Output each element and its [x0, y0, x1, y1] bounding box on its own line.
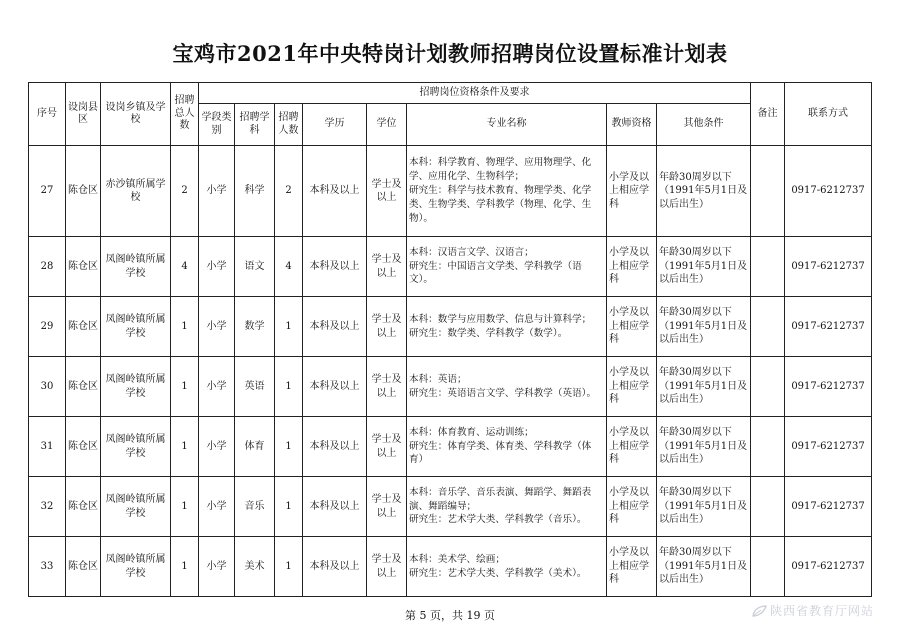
header-county: 设岗县区 [66, 83, 101, 146]
header-contact: 联系方式 [785, 83, 872, 146]
cell-stage: 小学 [199, 537, 235, 597]
table-row [29, 357, 872, 417]
cell-total: 1 [171, 297, 199, 357]
table-row [29, 417, 872, 477]
cell-seq: 33 [29, 537, 66, 597]
cell-count: 1 [275, 477, 303, 537]
header-count: 招聘人数 [275, 104, 303, 146]
cell-school: 凤阁岭镇所属学校 [101, 537, 171, 597]
cell-other: 年龄30周岁以下（1991年5月1日及以后出生） [657, 477, 751, 537]
header-other: 其他条件 [657, 104, 751, 146]
cell-remark [751, 477, 785, 537]
cell-remark [751, 146, 785, 237]
cell-county: 陈仓区 [66, 537, 101, 597]
table-row [29, 237, 872, 297]
cell-subject: 数学 [235, 297, 275, 357]
header-teacher-cert: 教师资格 [607, 104, 657, 146]
document-title: 宝鸡市2021年中央特岗计划教师招聘岗位设置标准计划表 [172, 41, 728, 66]
cell-degree: 学士及以上 [367, 477, 407, 537]
cell-degree: 学士及以上 [367, 537, 407, 597]
cell-school: 凤阁岭镇所属学校 [101, 237, 171, 297]
header-remark: 备注 [751, 83, 785, 146]
header-town-school: 设岗乡镇及学校 [101, 83, 171, 146]
cell-other: 年龄30周岁以下（1991年5月1日及以后出生） [657, 237, 751, 297]
cell-degree: 学士及以上 [367, 357, 407, 417]
table-row [29, 146, 872, 237]
cell-contact: 0917-6212737 [785, 417, 872, 477]
watermark [751, 602, 874, 619]
cell-seq: 32 [29, 477, 66, 537]
cell-contact: 0917-6212737 [785, 146, 872, 237]
cell-teacher-cert: 小学及以上相应学科 [607, 477, 657, 537]
cell-teacher-cert: 小学及以上相应学科 [607, 237, 657, 297]
cell-county: 陈仓区 [66, 297, 101, 357]
cell-remark [751, 537, 785, 597]
cell-stage: 小学 [199, 477, 235, 537]
cell-count: 4 [275, 237, 303, 297]
cell-degree: 学士及以上 [367, 417, 407, 477]
header-total: 招聘总人数 [171, 83, 199, 146]
cell-total: 1 [171, 357, 199, 417]
cell-stage: 小学 [199, 357, 235, 417]
cell-subject: 语文 [235, 237, 275, 297]
cell-county: 陈仓区 [66, 477, 101, 537]
cell-seq: 31 [29, 417, 66, 477]
table-row [29, 477, 872, 537]
recruitment-plan-table [28, 82, 872, 597]
cell-stage: 小学 [199, 146, 235, 237]
cell-other: 年龄30周岁以下（1991年5月1日及以后出生） [657, 417, 751, 477]
header-major: 专业名称 [407, 104, 607, 146]
cell-major: 本科：数学与应用数学、信息与计算科学； 研究生：数学类、学科教学（数学）。 [407, 297, 607, 357]
cell-education: 本科及以上 [303, 417, 367, 477]
cell-total: 4 [171, 237, 199, 297]
cell-major: 本科：体育教育、运动训练； 研究生：体育学类、体育类、学科教学（体育） [407, 417, 607, 477]
cell-teacher-cert: 小学及以上相应学科 [607, 297, 657, 357]
cell-total: 2 [171, 146, 199, 237]
cell-remark [751, 417, 785, 477]
cell-county: 陈仓区 [66, 237, 101, 297]
cell-major: 本科：美术学、绘画； 研究生：艺术学大类、学科教学（美术）。 [407, 537, 607, 597]
header-qualifications-group: 招聘岗位资格条件及要求 [199, 83, 751, 104]
cell-remark [751, 237, 785, 297]
cell-county: 陈仓区 [66, 417, 101, 477]
cell-teacher-cert: 小学及以上相应学科 [607, 537, 657, 597]
cell-major: 本科：音乐学、音乐表演、舞蹈学、舞蹈表演、舞蹈编导； 研究生：艺术学大类、学科教学（音乐）。 [407, 477, 607, 537]
cell-subject: 音乐 [235, 477, 275, 537]
cell-other: 年龄30周岁以下（1991年5月1日及以后出生） [657, 146, 751, 237]
cell-other: 年龄30周岁以下（1991年5月1日及以后出生） [657, 357, 751, 417]
cell-subject: 科学 [235, 146, 275, 237]
cell-other: 年龄30周岁以下（1991年5月1日及以后出生） [657, 537, 751, 597]
cell-degree: 学士及以上 [367, 146, 407, 237]
cell-school: 凤阁岭镇所属学校 [101, 417, 171, 477]
cell-county: 陈仓区 [66, 146, 101, 237]
cell-total: 1 [171, 417, 199, 477]
cell-contact: 0917-6212737 [785, 357, 872, 417]
cell-degree: 学士及以上 [367, 297, 407, 357]
cell-contact: 0917-6212737 [785, 297, 872, 357]
cell-subject: 美术 [235, 537, 275, 597]
cell-stage: 小学 [199, 237, 235, 297]
cell-education: 本科及以上 [303, 146, 367, 237]
cell-total: 1 [171, 537, 199, 597]
leaf-logo-icon [751, 604, 767, 618]
cell-seq: 29 [29, 297, 66, 357]
cell-education: 本科及以上 [303, 357, 367, 417]
header-degree: 学位 [367, 104, 407, 146]
cell-county: 陈仓区 [66, 357, 101, 417]
cell-school: 凤阁岭镇所属学校 [101, 297, 171, 357]
cell-major: 本科：英语； 研究生：英语语言文学、学科教学（英语）。 [407, 357, 607, 417]
page-footer: 第 5 页，共 19 页 [405, 609, 495, 622]
cell-teacher-cert: 小学及以上相应学科 [607, 146, 657, 237]
cell-stage: 小学 [199, 417, 235, 477]
cell-remark [751, 297, 785, 357]
cell-subject: 英语 [235, 357, 275, 417]
cell-school: 凤阁岭镇所属学校 [101, 357, 171, 417]
cell-school: 赤沙镇所属学校 [101, 146, 171, 237]
table-row [29, 537, 872, 597]
cell-contact: 0917-6212737 [785, 537, 872, 597]
cell-major: 本科：汉语言文学、汉语言； 研究生：中国语言文学类、学科教学（语文）。 [407, 237, 607, 297]
cell-total: 1 [171, 477, 199, 537]
cell-education: 本科及以上 [303, 237, 367, 297]
cell-remark [751, 357, 785, 417]
cell-major: 本科：科学教育、物理学、应用物理学、化学、应用化学、生物科学； 研究生：科学与技术教育、物理学类、化学类、生物学类、学科教学（物理、化学、生物）。 [407, 146, 607, 237]
header-seq: 序号 [29, 83, 66, 146]
cell-count: 2 [275, 146, 303, 237]
header-subject: 招聘学科 [235, 104, 275, 146]
cell-count: 1 [275, 357, 303, 417]
cell-education: 本科及以上 [303, 477, 367, 537]
watermark-text: 陕西省教育厅网站 [769, 604, 874, 618]
cell-count: 1 [275, 297, 303, 357]
cell-school: 凤阁岭镇所属学校 [101, 477, 171, 537]
cell-count: 1 [275, 417, 303, 477]
cell-education: 本科及以上 [303, 537, 367, 597]
table-row [29, 297, 872, 357]
cell-stage: 小学 [199, 297, 235, 357]
cell-other: 年龄30周岁以下（1991年5月1日及以后出生） [657, 297, 751, 357]
cell-subject: 体育 [235, 417, 275, 477]
cell-seq: 28 [29, 237, 66, 297]
cell-seq: 30 [29, 357, 66, 417]
cell-count: 1 [275, 537, 303, 597]
cell-contact: 0917-6212737 [785, 237, 872, 297]
cell-education: 本科及以上 [303, 297, 367, 357]
cell-contact: 0917-6212737 [785, 477, 872, 537]
cell-degree: 学士及以上 [367, 237, 407, 297]
header-stage: 学段类别 [199, 104, 235, 146]
cell-teacher-cert: 小学及以上相应学科 [607, 357, 657, 417]
cell-seq: 27 [29, 146, 66, 237]
header-education: 学历 [303, 104, 367, 146]
cell-teacher-cert: 小学及以上相应学科 [607, 417, 657, 477]
